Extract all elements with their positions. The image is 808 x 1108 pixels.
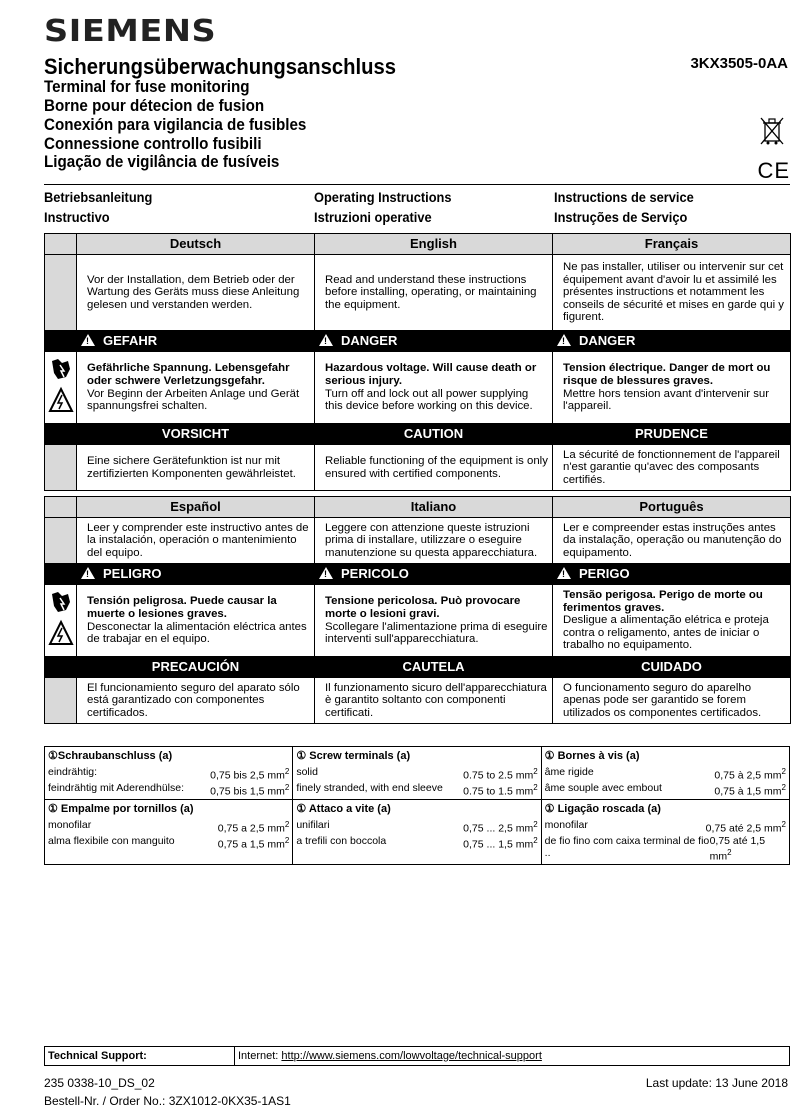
warning-icon — [557, 334, 571, 346]
hazard-icons — [45, 585, 77, 657]
terminal-spec-title: ① Bornes à vis (a) — [544, 750, 640, 762]
language-table-2 — [44, 496, 791, 724]
support-label: Technical Support: — [45, 1047, 235, 1066]
support-internet: Internet: http://www.siemens.com/lowvoltage/technical-support — [235, 1047, 790, 1066]
caution-label: CAUTION — [315, 424, 553, 445]
terminal-spec-title: ① Attaco a vite (a) — [296, 803, 391, 815]
terminal-specs-table — [44, 746, 790, 865]
order-number: 3KX3505-0AA — [690, 55, 788, 72]
lang-header: English — [315, 234, 553, 255]
caution-text: O funcionamento seguro do aparelho apenas pode ser garantido se forem utilizados os componentes certificados. — [553, 678, 791, 724]
last-update: Last update: 13 June 2018 — [645, 1076, 788, 1090]
caution-label: PRUDENCE — [553, 424, 791, 445]
caution-label: VORSICHT — [77, 424, 315, 445]
lang-header: Français — [553, 234, 791, 255]
danger-text: Mettre hors tension avant d'intervenir sur l'appareil. — [563, 387, 770, 413]
danger-bold-text: Tension électrique. Danger de mort ou risque de blessures graves. — [563, 362, 771, 387]
caution-label: CUIDADO — [553, 657, 791, 678]
intro-text: Ne pas installer, utiliser ou intervenir sur cet équipement avant d'avoir lu et assimilé les présentes instructions et notamment les conseils de sécurité et mises en garde qui y figurent. — [553, 255, 791, 331]
danger-bold-text: Hazardous voltage. Will cause death or serious injury. — [325, 362, 537, 387]
danger-text: Scollegare l'alimentazione prima di eseguire interventi sull'apparecchiatura. — [325, 620, 548, 646]
warning-icon — [81, 567, 95, 579]
caution-text: El funcionamiento seguro del aparato sólo está garantizado con componentes certificados. — [77, 678, 315, 724]
intro-text: Leggere con attenzione queste istruzioni prima di installare, utilizzare o eseguire manutenzione su questa apparecchiatura. — [315, 518, 553, 564]
subtitle-it: Connessione controllo fusibili — [44, 135, 262, 153]
intro-text: Leer y comprender este instructivo antes de la instalación, operación o mantenimiento del equipo. — [77, 518, 315, 564]
technical-support-table — [44, 1046, 790, 1066]
danger-text: Desligue a alimentação elétrica e proteja contra o religamento, antes de iniciar o trabalho no equipamento. — [563, 614, 769, 652]
subtitle-fr: Borne pour détecion de fusion — [44, 97, 265, 115]
terminal-spec-cell: ①Schraubanschluss (a) eindrähtig: 0,75 bis 2,5 $mm^2$ feindrähtig mit Aderendhülse: 0,75 bis 1,5 $mm^2$ — [45, 747, 293, 800]
terminal-spec-cell: ① Attaco a vite (a) unifilari 0,75 ... 2,5 $mm^2$ a trefili con boccola 0,75 ... 1,5 $mm^2$ — [293, 800, 541, 865]
page-title: Sicherungsüberwachungsanschluss — [44, 54, 397, 79]
terminal-spec-title: ① Ligação roscada (a) — [544, 803, 661, 815]
intro-text: Vor der Installation, dem Betrieb oder der Wartung des Geräts muss diese Anleitung gelesen und verstanden werden. — [77, 255, 315, 331]
danger-bold-text: Tensione pericolosa. Può provocare morte o lesioni gravi. — [325, 595, 521, 620]
language-table-1 — [44, 233, 791, 491]
terminal-spec-title: ①Schraubanschluss (a) — [48, 750, 173, 762]
lang-header: Deutsch — [77, 234, 315, 255]
subtitle-pt: Ligação de vigilância de fusíveis — [44, 153, 280, 171]
divider — [44, 184, 790, 185]
danger-text: Desconectar la alimentación eléctrica antes de trabajar en el equipo. — [87, 620, 307, 646]
ce-mark: CE — [757, 158, 790, 183]
warning-icon — [557, 567, 571, 579]
subtitle-es: Conexión para vigilancia de fusibles — [44, 116, 307, 134]
instr-fr: Instructions de service — [554, 190, 694, 205]
hazard-icons — [45, 352, 77, 424]
terminal-spec-title: ① Screw terminals (a) — [296, 750, 411, 762]
instr-de: Betriebsanleitung — [44, 190, 153, 205]
caution-label: PRECAUCIÓN — [77, 657, 315, 678]
caution-text: La sécurité de fonctionnement de l'appareil n'est garantie qu'avec des composants certifiés. — [553, 445, 791, 491]
terminal-spec-cell: ① Bornes à vis (a) âme rigide 0,75 à 2,5 $mm^2$ âme souple avec embout 0,75 à 1,5 $mm^2$ — [541, 747, 789, 800]
support-link[interactable]: http://www.siemens.com/lowvoltage/technical-support — [281, 1050, 542, 1062]
lang-header: Italiano — [315, 497, 553, 518]
crossed-out-bin-icon — [758, 115, 786, 147]
caution-label: CAUTELA — [315, 657, 553, 678]
danger-text: Turn off and lock out all power supplying this device before working on this device. — [325, 387, 533, 413]
instr-es: Instructivo — [44, 210, 110, 225]
instr-en: Operating Instructions — [314, 190, 452, 205]
danger-bold-text: Tensión peligrosa. Puede causar la muerte o lesiones graves. — [87, 595, 277, 620]
instr-pt: Instruções de Serviço — [554, 210, 688, 225]
caution-text: Il funzionamento sicuro dell'apparecchiatura è garantito soltanto con componenti certificati. — [315, 678, 553, 724]
danger-bold-text: Gefährliche Spannung. Lebensgefahr oder schwere Verletzungsgefahr. — [87, 362, 290, 387]
terminal-spec-title: ① Empalme por tornillos (a) — [48, 803, 194, 815]
subtitle-en: Terminal for fuse monitoring — [44, 78, 250, 96]
electric-hazard-icon — [48, 355, 74, 417]
intro-text: Read and understand these instructions before installing, operating, or maintaining the equipment. — [315, 255, 553, 331]
electric-hazard-icon — [48, 588, 74, 650]
terminal-spec-cell: ① Screw terminals (a) solid 0.75 to 2.5 $mm^2$ finely stranded, with end sleeve 0.75 to 1.5 $mm^2$ — [293, 747, 541, 800]
order-no: Bestell-Nr. / Order No.: 3ZX1012-0KX35-1AS1 — [44, 1094, 291, 1108]
danger-label: ! PERIGO — [553, 564, 791, 585]
doc-id: 235 0338-10_DS_02 — [44, 1076, 155, 1090]
terminal-spec-cell: ① Ligação roscada (a) monofilar 0,75 até 2,5 $mm^2$ de fio fino com caixa terminal de fio .. 0,75 até 1,5 $mm^2$ — [541, 800, 789, 865]
terminal-spec-cell: ① Empalme por tornillos (a) monofilar 0,75 a 2,5 $mm^2$ alma flexibile con manguito 0,75 a 1,5 $mm^2$ — [45, 800, 293, 865]
caution-text: Eine sichere Gerätefunktion ist nur mit zertifizierten Komponenten gewährleistet. — [77, 445, 315, 491]
siemens-logo: SIEMENS — [44, 14, 217, 49]
intro-text: Ler e compreender estas instruções antes da instalação, operação ou manutenção do equipamento. — [553, 518, 791, 564]
danger-label: ! DANGER — [553, 331, 791, 352]
caution-text: Reliable functioning of the equipment is only ensured with certified components. — [315, 445, 553, 491]
warning-icon — [319, 334, 333, 346]
warning-icon — [81, 334, 95, 346]
danger-label: !PELIGRO — [77, 564, 315, 585]
danger-label: ! PERICOLO — [315, 564, 553, 585]
instr-it: Istruzioni operative — [314, 210, 432, 225]
danger-label: ! DANGER — [315, 331, 553, 352]
lang-header: Español — [77, 497, 315, 518]
danger-label: !GEFAHR — [77, 331, 315, 352]
danger-bold-text: Tensão perigosa. Perigo de morte ou ferimentos graves. — [563, 589, 763, 614]
danger-text: Vor Beginn der Arbeiten Anlage und Gerät spannungsfrei schalten. — [87, 387, 300, 413]
lang-header: Português — [553, 497, 791, 518]
warning-icon — [319, 567, 333, 579]
